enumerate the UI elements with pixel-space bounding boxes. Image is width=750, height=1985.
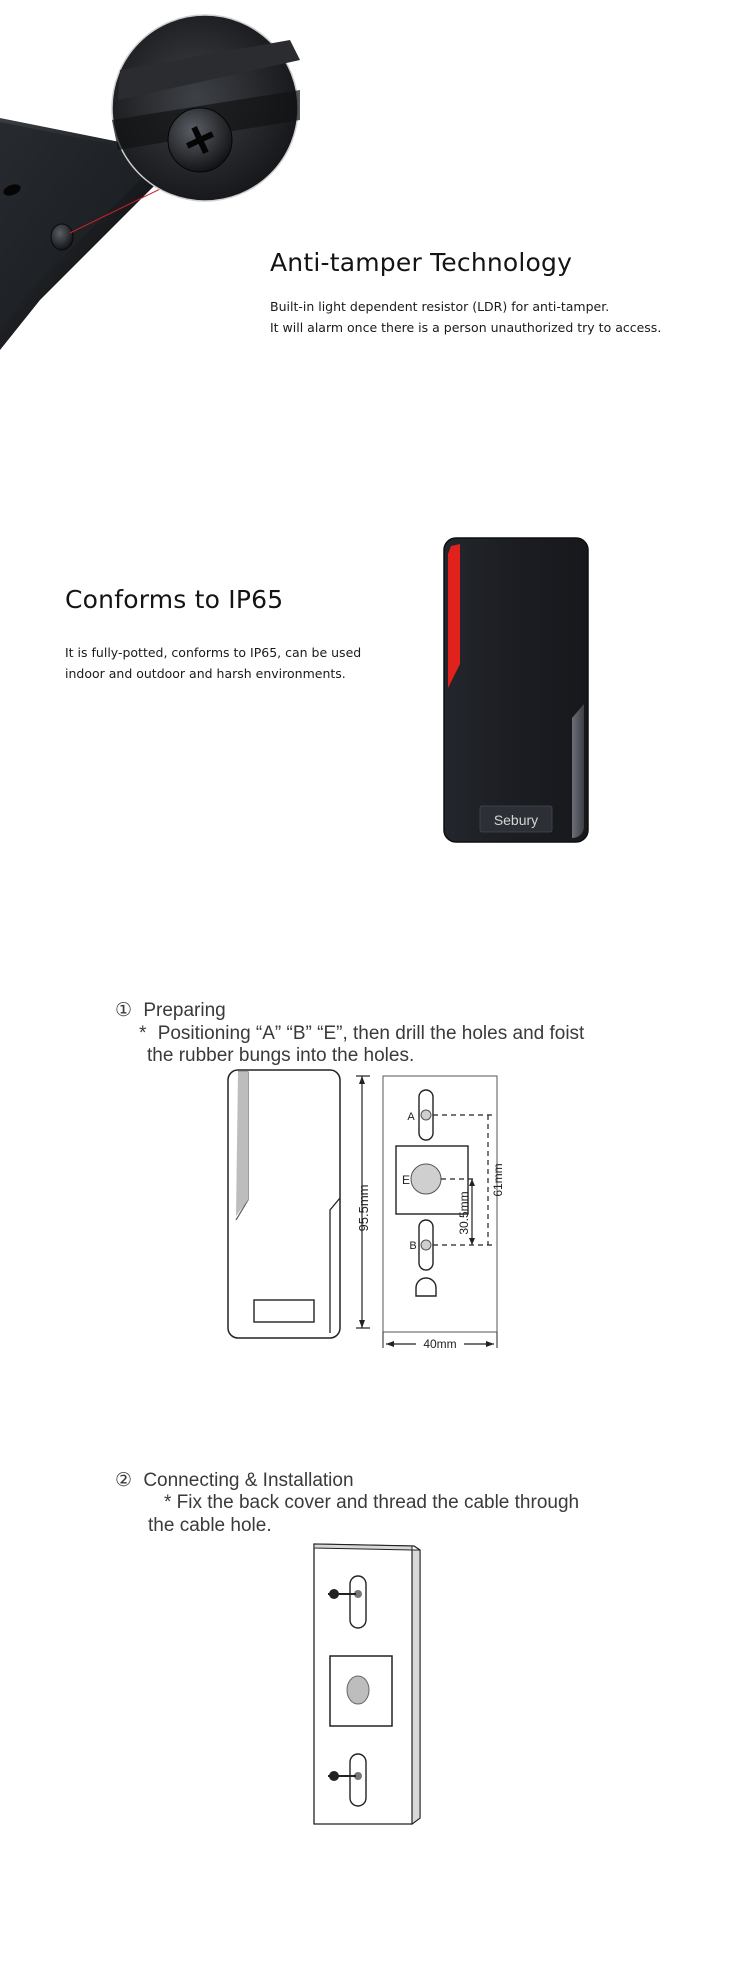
step-installation [0,1460,750,1860]
label-a: A [407,1111,415,1123]
step-preparing [0,990,750,1390]
step-1-title: Preparing [143,1000,226,1021]
step-2-title: Connecting & Installation [143,1470,354,1491]
dim-eb-label: 30.5mm [457,1191,471,1235]
step-2-number: ② [115,1470,133,1491]
sebury-logo: Sebury [493,812,539,828]
back-cover-install-diagram [300,1540,430,1830]
step-1-star: * [139,1023,147,1044]
label-b: B [409,1240,417,1252]
dim-height-label: 95.5mm [356,1184,371,1232]
step-1-heading [115,1000,226,1022]
ip65-title: Conforms to IP65 [65,585,284,614]
step-1-line-1-wrap [139,1023,584,1045]
dim-width-label: 40mm [423,1337,457,1348]
step-2-line-2: the cable hole. [148,1515,272,1536]
anti-tamper-line-2: It will alarm once there is a person unauthorized try to access. [270,320,662,335]
ip65-line-1: It is fully-potted, conforms to IP65, can be used [65,645,362,660]
ip65-line-2: indoor and outdoor and harsh environments. [65,666,346,681]
mounting-dimensions-diagram [220,1068,530,1348]
anti-tamper-title: Anti-tamper Technology [270,248,573,277]
anti-tamper-section [0,0,750,380]
step-2-heading [115,1470,354,1492]
anti-tamper-line-1: Built-in light dependent resistor (LDR) for anti-tamper. [270,299,610,314]
step-1-number: ① [115,1000,133,1021]
step-1-line-2: the rubber bungs into the holes. [147,1045,415,1066]
ip65-section [0,520,750,860]
device-label-area [254,1300,314,1322]
step-2-line-1: * Fix the back cover and thread the cable through [164,1492,580,1513]
dim-ab-label: 61mm [491,1163,505,1197]
label-e: E [401,1173,411,1187]
card-reader-photo [440,536,592,846]
step-1-line-1: Positioning “A” “B” “E”, then drill the holes and foist [157,1023,585,1044]
